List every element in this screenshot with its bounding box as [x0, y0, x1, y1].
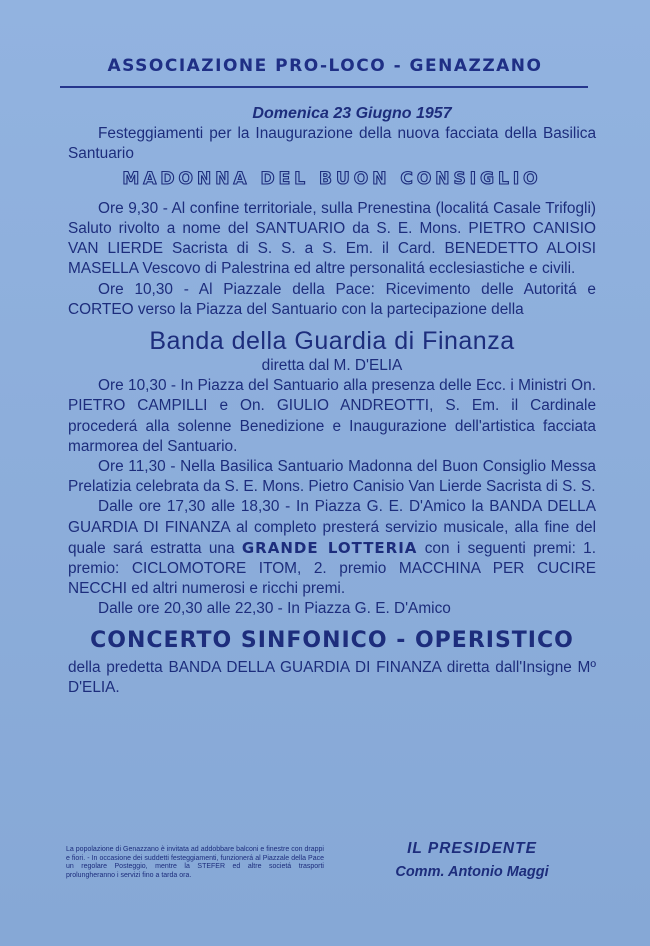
band-director: diretta dal M. D'ELIA	[261, 357, 403, 375]
basilica-title: MADONNA DEL BUON CONSIGLIO	[122, 168, 542, 189]
event-date: Domenica 23 Giugno 1957	[252, 105, 452, 122]
band-title: Banda della Guardia di Finanza	[149, 327, 515, 356]
president-title: IL PRESIDENTE	[407, 840, 537, 857]
header-rule	[60, 86, 588, 88]
program-1030-benediction: Ore 10,30 - In Piazza del Santuario alla presenza delle Ecc. i Ministri On. PIETRO CAMPILLI e On. GIULIO ANDREOTTI, S. Em. il Cardinale procederá alla solenne Benedizione e Inaugurazione dell'artistica facciata marmorea del Santuario.	[68, 377, 596, 455]
program-1030-corteo: Ore 10,30 - Al Piazzale della Pace: Ricevimento delle Autoritá e CORTEO verso la Piazza del Santuario con la partecipazione della	[68, 280, 596, 318]
lotteria-label: GRANDE LOTTERIA	[241, 538, 418, 557]
poster-body	[68, 104, 596, 698]
program-1730-text: Dalle ore 17,30 alle 18,30 - In Piazza G. E. D'Amico la BANDA DELLA GUARDIA DI FINANZA al completo presterá servizio musicale, alla fine del quale sará estratta una	[68, 498, 596, 557]
program-1730	[68, 497, 596, 599]
intro-paragraph: Festeggiamenti per la Inaugurazione della nuova facciata della Basilica Santuario	[68, 125, 596, 163]
concerto-description: della predetta BANDA DELLA GUARDIA DI FINANZA diretta dall'Insigne Mº D'ELIA.	[68, 658, 596, 696]
concerto-title: CONCERTO SINFONICO - OPERISTICO	[90, 627, 574, 653]
association-header: ASSOCIAZIONE PRO-LOCO - GENAZZANO	[107, 56, 543, 76]
prizes-text: con i seguenti premi: 1. premio: CICLOMOTORE ITOM, 2. premio MACCHINA PER CUCIRE NECCHI ed altri numerosi e ricchi premi.	[68, 539, 596, 598]
program-2030: Dalle ore 20,30 alle 22,30 - In Piazza G. E. D'Amico	[98, 600, 451, 618]
signature-block	[352, 840, 592, 880]
program-0930: Ore 9,30 - Al confine territoriale, sulla Prenestina (localitá Casale Trifogli) Saluto rivolto a nome del SANTUARIO da S. E. Mons. PIETRO CANISIO VAN LIERDE Sacrista di S. S. a S. Em. il Card. BENEDETTO ALOISI MASELLA Vescovo di Palestrina ed altre personalitá ecclesiastiche e civili.	[68, 199, 596, 278]
footnote: La popolazione di Genazzano è invitata ad addobbare balconi e finestre con drappi e fiori. - In occasione dei suddetti festeggiamenti, funzionerá al Piazzale della Pace un regolare Posteggio, mentre la STEFER ed altre societá trasporti prolungheranno i servizi fino a tarda ora.	[66, 846, 324, 879]
president-name: Comm. Antonio Maggi	[395, 864, 549, 880]
program-1130: Ore 11,30 - Nella Basilica Santuario Madonna del Buon Consiglio Messa Prelatizia celebrata da S. E. Mons. Pietro Canisio Van Lierde Sacrista di S. S.	[68, 458, 596, 496]
